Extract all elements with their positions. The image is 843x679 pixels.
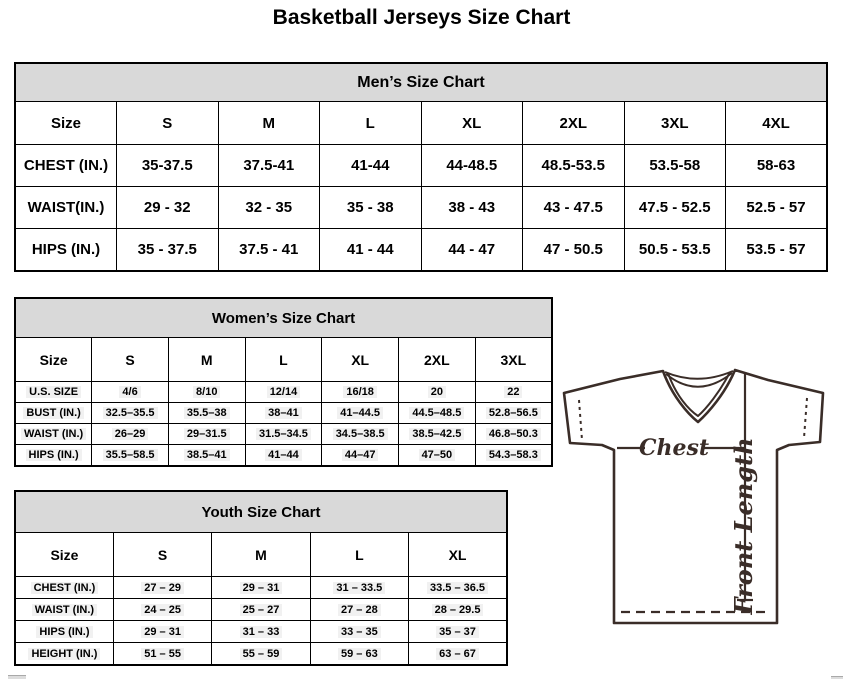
value-cell [92,424,169,445]
cell-text: U.S. SIZE [26,386,81,398]
cell-text: BUST (IN.) [23,407,83,419]
cell-text: 12/14 [267,386,301,398]
cell-text: 8/10 [193,386,220,398]
cell-text: 52.8–56.5 [486,407,541,419]
column-header: S [92,338,169,382]
cell-text: 51 – 55 [141,648,184,660]
value-cell [168,403,245,424]
jersey-measurement-diagram [553,356,843,666]
youth-size-chart-section [14,490,508,666]
cell-text: 35.5–58.5 [103,449,158,461]
value-cell [212,599,310,621]
cell-text: 27 – 29 [141,582,184,594]
table-row [15,621,507,643]
cell-text: 47–50 [419,449,456,461]
cell-text: WAIST (IN.) [32,604,97,616]
value-cell: 35 - 37.5 [117,229,219,272]
front-length-label: Front Length [729,437,758,615]
value-cell: 58-63 [726,145,828,187]
value-cell [113,577,211,599]
cell-text: 44–47 [342,449,379,461]
cell-text: 16/18 [343,386,377,398]
value-cell [310,599,408,621]
value-cell: 47.5 - 52.5 [624,187,726,229]
cell-text: 22 [504,386,522,398]
column-header: 2XL [523,102,625,145]
cell-text: HIPS (IN.) [36,626,92,638]
table-row [15,577,507,599]
value-cell [113,621,211,643]
value-cell: 44-48.5 [421,145,523,187]
table-row [15,599,507,621]
value-cell [475,382,552,403]
value-cell [212,643,310,666]
value-cell [168,424,245,445]
womens-size-chart-section [14,297,553,467]
value-cell [475,424,552,445]
cell-text: 32.5–35.5 [103,407,158,419]
value-cell: 37.5 - 41 [218,229,320,272]
table-row [15,145,827,187]
column-header: L [320,102,422,145]
cell-text: 28 – 29.5 [432,604,484,616]
column-header: XL [421,102,523,145]
value-cell [212,621,310,643]
cell-text: 26–29 [112,428,149,440]
table-row [15,643,507,666]
row-label-cell: WAIST(IN.) [15,187,117,229]
value-cell: 48.5-53.5 [523,145,625,187]
cell-text: WAIST (IN.) [21,428,86,440]
column-header: Size [15,102,117,145]
value-cell [310,643,408,666]
value-cell: 41-44 [320,145,422,187]
value-cell [92,382,169,403]
value-cell [212,577,310,599]
value-cell [475,445,552,467]
column-header: 3XL [624,102,726,145]
row-label-cell [15,445,92,467]
cell-text: 33.5 – 36.5 [427,582,488,594]
table-title-row [15,63,827,102]
value-cell [399,382,476,403]
value-cell: 53.5 - 57 [726,229,828,272]
table-title: Youth Size Chart [15,491,507,533]
value-cell [113,643,211,666]
value-cell [168,382,245,403]
column-header: Size [15,533,113,577]
cell-text: 27 – 28 [338,604,381,616]
mens-size-chart-section [14,62,828,272]
table-title: Women’s Size Chart [15,298,552,338]
table-row [15,424,552,445]
cell-text: 4/6 [119,386,140,398]
table-row [15,187,827,229]
cropped-ui-fragment-left [8,675,26,679]
cell-text: 33 – 35 [338,626,381,638]
row-label-cell [15,382,92,403]
cell-text: 38.5–42.5 [409,428,464,440]
value-cell [92,403,169,424]
value-cell: 53.5-58 [624,145,726,187]
row-label-cell: HIPS (IN.) [15,229,117,272]
value-cell [322,445,399,467]
value-cell [245,403,322,424]
cell-text: 44.5–48.5 [409,407,464,419]
column-header: L [310,533,408,577]
row-label-cell [15,577,113,599]
mens-size-table [14,62,828,272]
value-cell [475,403,552,424]
cell-text: 55 – 59 [240,648,283,660]
cell-text: 29 – 31 [141,626,184,638]
row-label-cell: CHEST (IN.) [15,145,117,187]
column-header: M [168,338,245,382]
value-cell [322,382,399,403]
value-cell [322,424,399,445]
column-header: Size [15,338,92,382]
row-label-cell [15,643,113,666]
value-cell [310,621,408,643]
column-header: 4XL [726,102,828,145]
table-row [15,403,552,424]
value-cell: 29 - 32 [117,187,219,229]
value-cell [409,577,507,599]
cell-text: HEIGHT (IN.) [28,648,100,660]
row-label-cell [15,621,113,643]
column-header: XL [322,338,399,382]
cell-text: 20 [428,386,446,398]
value-cell: 47 - 50.5 [523,229,625,272]
value-cell [92,445,169,467]
column-header: L [245,338,322,382]
page-title: Basketball Jerseys Size Chart [272,6,571,29]
column-header: S [117,102,219,145]
value-cell [409,621,507,643]
womens-size-table [14,297,553,467]
value-cell: 35-37.5 [117,145,219,187]
value-cell [168,445,245,467]
column-header: M [218,102,320,145]
column-header: M [212,533,310,577]
value-cell: 43 - 47.5 [523,187,625,229]
table-title-row [15,298,552,338]
cell-text: 34.5–38.5 [333,428,388,440]
table-title-row [15,491,507,533]
value-cell: 37.5-41 [218,145,320,187]
value-cell: 41 - 44 [320,229,422,272]
jersey-outline [564,370,823,623]
value-cell [245,382,322,403]
table-row [15,445,552,467]
cell-text: 59 – 63 [338,648,381,660]
table-header-row [15,338,552,382]
cell-text: 54.3–58.3 [486,449,541,461]
cell-text: 46.8–50.3 [486,428,541,440]
cell-text: 31.5–34.5 [256,428,311,440]
value-cell [113,599,211,621]
table-row [15,229,827,272]
value-cell: 50.5 - 53.5 [624,229,726,272]
value-cell: 38 - 43 [421,187,523,229]
cell-text: 38–41 [265,407,302,419]
value-cell [310,577,408,599]
cell-text: 41–44.5 [337,407,383,419]
value-cell [245,424,322,445]
cell-text: 41–44 [265,449,302,461]
column-header: XL [409,533,507,577]
value-cell [409,643,507,666]
value-cell: 52.5 - 57 [726,187,828,229]
value-cell [399,424,476,445]
cell-text: 31 – 33.5 [333,582,385,594]
column-header: S [113,533,211,577]
value-cell [399,403,476,424]
row-label-cell [15,599,113,621]
cell-text: 25 – 27 [240,604,283,616]
cell-text: CHEST (IN.) [31,582,99,594]
value-cell: 44 - 47 [421,229,523,272]
column-header: 2XL [399,338,476,382]
value-cell: 35 - 38 [320,187,422,229]
youth-size-table [14,490,508,666]
cell-text: 29 – 31 [240,582,283,594]
column-header: 3XL [475,338,552,382]
table-header-row [15,102,827,145]
cell-text: 24 – 25 [141,604,184,616]
table-header-row [15,533,507,577]
collar-arc-outer [665,371,733,379]
row-label-cell [15,424,92,445]
table-title: Men’s Size Chart [15,63,827,102]
cell-text: 31 – 33 [240,626,283,638]
value-cell [322,403,399,424]
value-cell [399,445,476,467]
chest-label: Chest [638,435,710,461]
cell-text: 63 – 67 [436,648,479,660]
cell-text: 35.5–38 [184,407,230,419]
row-label-cell [15,403,92,424]
cell-text: HIPS (IN.) [26,449,82,461]
cell-text: 29–31.5 [184,428,230,440]
cell-text: 35 – 37 [436,626,479,638]
table-row [15,382,552,403]
value-cell [409,599,507,621]
value-cell: 32 - 35 [218,187,320,229]
cell-text: 38.5–41 [184,449,230,461]
value-cell [245,445,322,467]
